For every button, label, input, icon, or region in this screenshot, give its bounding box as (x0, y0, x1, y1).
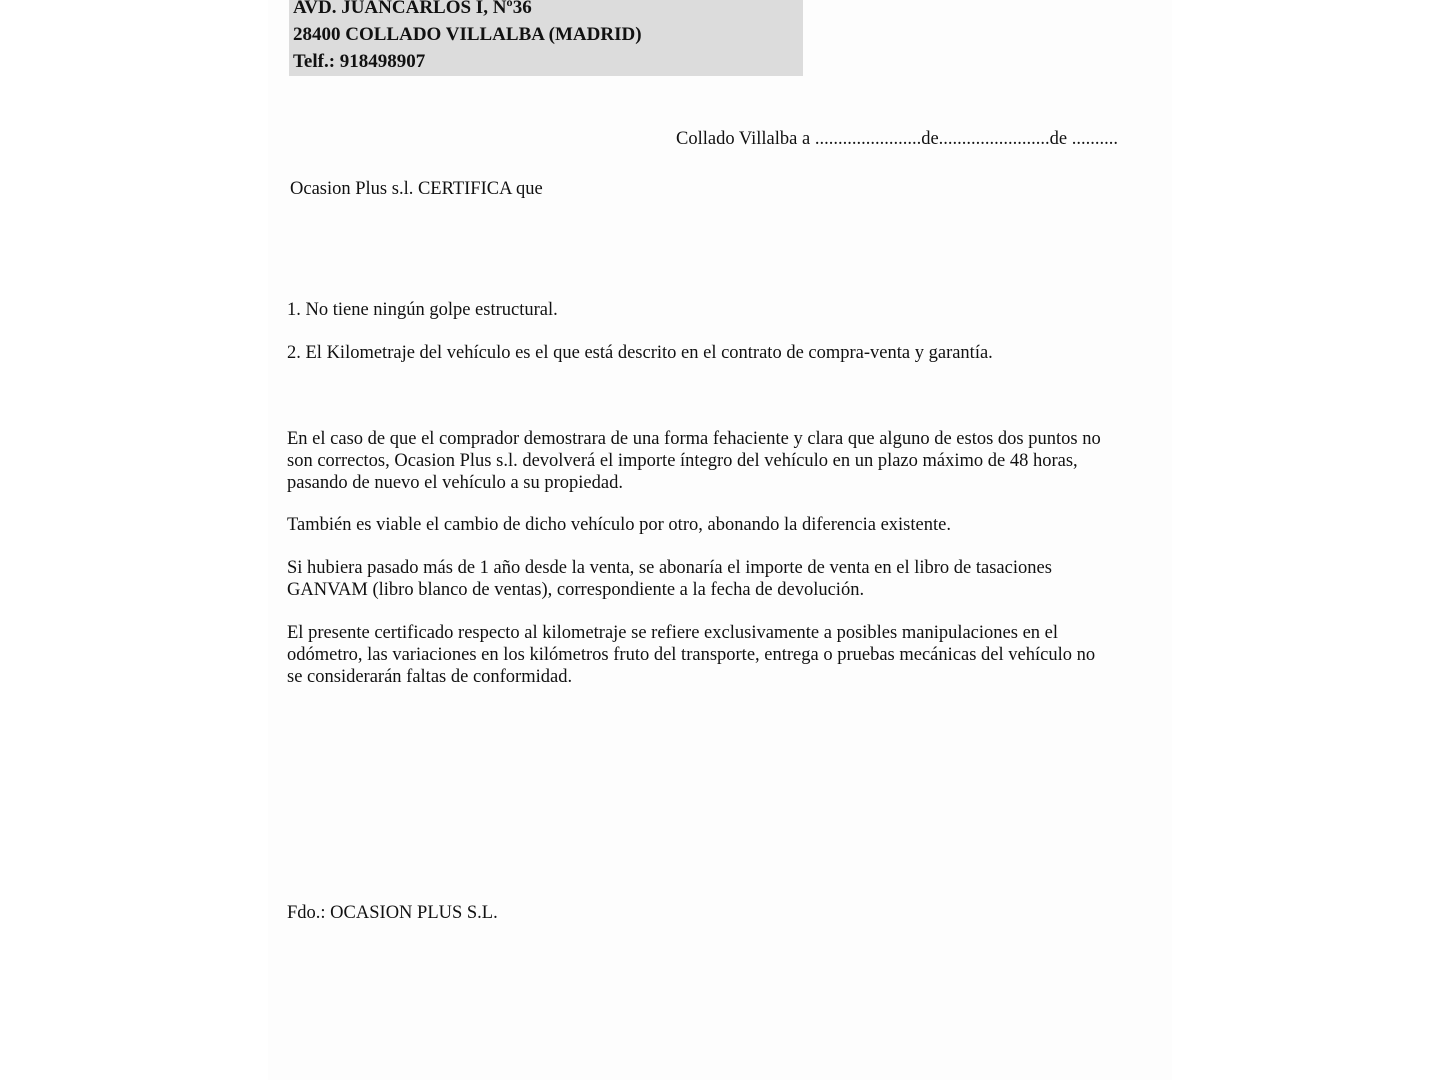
refund-paragraph (287, 428, 1157, 494)
paragraph-line: Si hubiera pasado más de 1 año desde la venta, se abonaría el importe de venta en el libro de tasaciones (287, 558, 1052, 578)
paragraph-line: odómetro, las variaciones en los kilómetros fruto del transporte, entrega o pruebas mecánicas del vehículo no (287, 645, 1096, 665)
paragraph-line: se considerarán faltas de conformidad. (287, 667, 573, 687)
paragraph-line: pasando de nuevo el vehículo a su propiedad. (287, 473, 623, 493)
paragraph-line: En el caso de que el comprador demostrara de una forma fehaciente y clara que alguno de estos dos puntos no (287, 429, 1101, 449)
ganvam-paragraph (287, 557, 1157, 601)
point-1: 1. No tiene ningún golpe estructural. (287, 300, 558, 320)
signature-line: Fdo.: OCASION PLUS S.L. (287, 903, 498, 923)
address-line: AVD. JUANCARLOS I, Nº36 (293, 0, 532, 18)
phone-line: Telf.: 918498907 (293, 51, 426, 72)
odometer-paragraph (287, 622, 1157, 688)
paragraph-line: El presente certificado respecto al kilometraje se refiere exclusivamente a posibles manipulaciones en el (287, 623, 1059, 643)
date-line: Collado Villalba a .......................de........................de .......... (676, 129, 1118, 149)
certifies-line: Ocasion Plus s.l. CERTIFICA que (290, 179, 543, 199)
point-2: 2. El Kilometraje del vehículo es el que está descrito en el contrato de compra-venta y garantía. (287, 343, 993, 363)
paragraph-line: GANVAM (libro blanco de ventas), correspondiente a la fecha de devolución. (287, 580, 865, 600)
footer-fine-print (287, 1073, 1142, 1080)
city-line: 28400 COLLADO VILLALBA (MADRID) (293, 24, 642, 45)
paragraph-line: También es viable el cambio de dicho vehículo por otro, abonando la diferencia existente. (287, 515, 951, 535)
exchange-paragraph (287, 514, 1157, 536)
paragraph-line: son correctos, Ocasion Plus s.l. devolverá el importe íntegro del vehículo en un plazo máximo de 48 horas, (287, 451, 1078, 471)
